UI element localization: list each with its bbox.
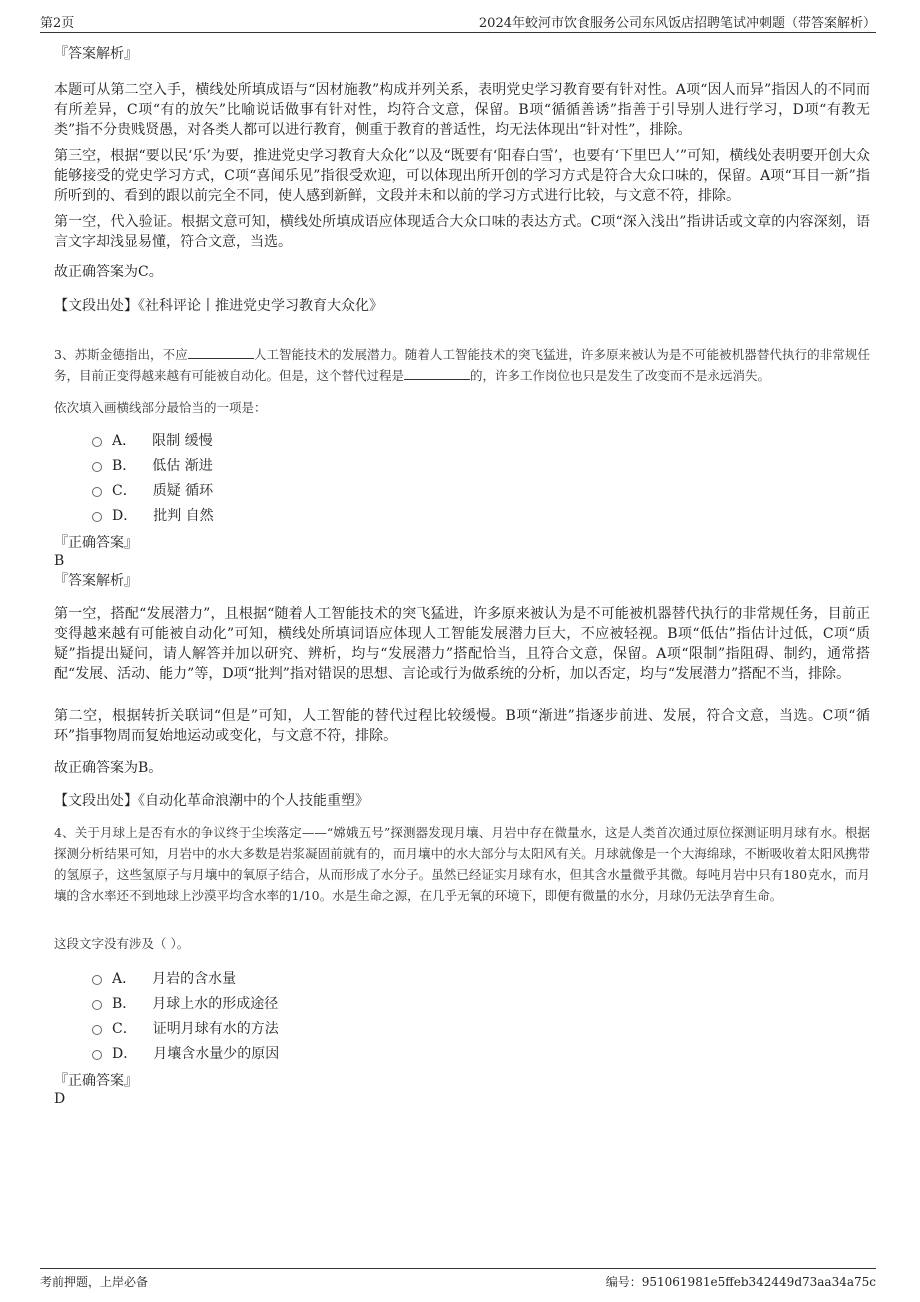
correct-answer-label: 『正确答案』	[54, 535, 138, 551]
analysis-paragraph-1: 第一空，搭配“发展潜力”，且根据“随着人工智能技术的突飞猛进，许多原来被认为是不可能被机器替代执行的非常规任务，目前正变得越来越有可能被自动化”可知，横线处所填词语应体现人工智能发展潜力巨大，不应被轻视。B项“低估”指估计过低，C项“质疑”指提出疑问，请人解答并加以研究、辨析，均与“发展潜力”搭配恰当，且符合文意，保留。A项“限制”指阻碍、制约，通常搭配“发展、活动、能力”等，D项“批判”指对错误的思想、言论或行为做系统的分析，加以否定，均与“发展潜力”搭配不当，排除。	[54, 606, 870, 682]
radio-icon[interactable]	[92, 975, 102, 985]
radio-icon[interactable]	[92, 1025, 102, 1035]
option-b[interactable]: B． 月球上水的形成途径	[92, 993, 278, 1013]
analysis-paragraph-2: 第二空，根据转折关联词“但是”可知，人工智能的替代过程比较缓慢。B项“渐进”指逐步前进、发展，符合文意，当选。C项“循环”指事物周而复始地运动或变化，与文意不符，排除。	[54, 708, 870, 744]
analysis-paragraph-1: 本题可从第二空入手，横线处所填成语与“因材施教”构成并列关系，表明党史学习教育要有针对性。A项“因人而异”指因人的不同而有所差异，C项“有的放矢”比喻说话做事有针对性，均符合文意，保留。B项“循循善诱”指善于引导别人进行学习，D项“有教无类”指不分贵贱贤愚，对各类人都可以进行教育，侧重于教育的普适性，均无法体现出“针对性”，排除。	[54, 82, 870, 138]
source-prefix: 【文段出处】	[54, 298, 138, 314]
source-line	[54, 791, 870, 811]
radio-icon[interactable]	[92, 512, 102, 522]
option-a[interactable]: A． 月岩的含水量	[92, 968, 236, 988]
conclusion: 故正确答案为B。	[54, 760, 163, 776]
source-prefix: 【文段出处】	[54, 793, 138, 809]
analysis-paragraph-2: 第三空，根据“要以民‘乐’为要，推进党史学习教育大众化”以及“既要有‘阳春白雪’，也要有‘下里巴人’”可知，横线处表明要开创大众能够接受的党史学习方式，C项“喜闻乐见”指很受欢迎，可以体现出所开创的学习方式是符合大众口味的，保留。A项“耳目一新”指所听到的、看到的跟以前完全不同，使人感到新鲜，文段并未和以前的学习方式进行比较，与文意不符，排除。	[54, 148, 870, 204]
radio-icon[interactable]	[92, 1000, 102, 1010]
radio-icon[interactable]	[92, 1050, 102, 1060]
page-footer	[40, 1268, 876, 1293]
blank-2	[404, 367, 470, 380]
question-4-text: 4、关于月球上是否有水的争议终于尘埃落定——“嫦娥五号”探测器发现月壤、月岩中存在微量水，这是人类首次通过原位探测证明月球有水。根据探测分析结果可知，月岩中的水大多数是岩浆凝固前就有的，而月壤中的水大部分与太阳风有关。月球就像是一个大海绵球，不断吸收着太阳风携带的氢原子，这些氢原子与月壤中的氧原子结合，从而形成了水分子。虽然已经证实月球有水，但其含水量微乎其微。每吨月岩中只有180克水，而月壤的含水率还不到地球上沙漠平均含水率的1/10。水是生命之源，在几乎无氧的环境下，即便有微量的水分，月球仍无法孕育生命。	[54, 825, 870, 903]
conclusion: 故正确答案为C。	[54, 264, 163, 280]
document-code: 编号：951061981e5ffeb342449d73aa34a75c	[605, 1275, 876, 1289]
analysis-paragraph-3: 第一空，代入验证。根据文意可知，横线处所填成语应体现适合大众口味的表达方式。C项“深入浅出”指讲话或文章的内容深刻，语言文字却浅显易懂，符合文意，当选。	[54, 214, 870, 250]
question-3-text: 3、苏斯金德指出，不应 人工智能技术的发展潜力。随着人工智能技术的突飞猛进，许多原来被认为是不可能被机器替代执行的非常规任务，目前正变得越来越有可能被自动化。但是，这个替代过程是 的，许多工作岗位也只是发生了改变而不是永远消失。	[54, 347, 870, 383]
source-line	[54, 296, 870, 316]
analysis-label: 『答案解析』	[54, 46, 138, 62]
radio-icon[interactable]	[92, 437, 102, 447]
footer-slogan: 考前押题，上岸必备	[40, 1275, 149, 1289]
option-b[interactable]: B． 低估 渐进	[92, 455, 213, 475]
source-title: 《自动化革命浪潮中的个人技能重塑》	[138, 793, 369, 809]
option-d[interactable]: D． 批判 自然	[92, 505, 214, 525]
question-3-prompt: 依次填入画横线部分最恰当的一项是：	[54, 400, 267, 415]
question-4-prompt: 这段文字没有涉及（ ）。	[54, 936, 190, 951]
document-title: 2024年蛟河市饮食服务公司东风饭店招聘笔试冲刺题（带答案解析）	[478, 16, 876, 31]
correct-answer-label: 『正确答案』	[54, 1073, 138, 1089]
radio-icon[interactable]	[92, 462, 102, 472]
source-title: 《社科评论丨推进党史学习教育大众化》	[138, 298, 383, 314]
option-a[interactable]: A． 限制 缓慢	[92, 430, 213, 450]
option-d[interactable]: D． 月壤含水量少的原因	[92, 1043, 279, 1063]
option-c[interactable]: C． 质疑 循环	[92, 480, 213, 500]
option-c[interactable]: C． 证明月球有水的方法	[92, 1018, 279, 1038]
correct-answer: D	[54, 1091, 66, 1107]
radio-icon[interactable]	[92, 487, 102, 497]
blank-1	[188, 346, 254, 359]
analysis-label: 『答案解析』	[54, 573, 138, 589]
correct-answer: B	[54, 553, 65, 569]
page-header	[40, 10, 876, 33]
page-number: 第2页	[40, 16, 75, 31]
